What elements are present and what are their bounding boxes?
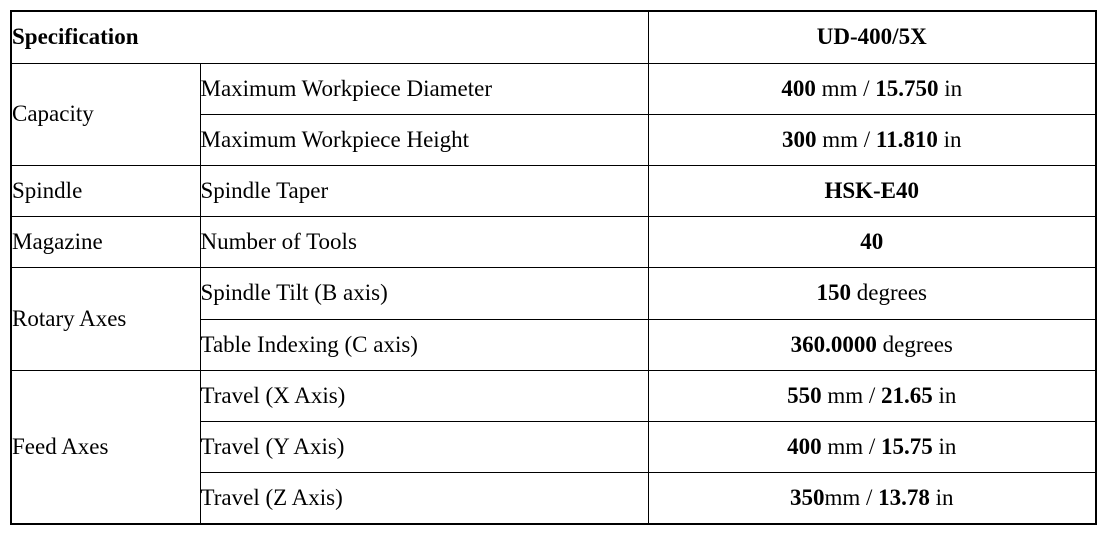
- model-header-cell: UD-400/5X: [648, 11, 1096, 63]
- value-cell-table-indexing-c-axis: 360.0000 degrees: [648, 319, 1096, 370]
- param-cell-table-indexing-c-axis: Table Indexing (C axis): [200, 319, 648, 370]
- group-cell-spindle: Spindle: [11, 166, 200, 217]
- group-cell-capacity: Capacity: [11, 63, 200, 165]
- value-cell-travel-z-axis: 350mm / 13.78 in: [648, 473, 1096, 524]
- param-cell-max-workpiece-diameter: Maximum Workpiece Diameter: [200, 63, 648, 114]
- param-cell-travel-y-axis: Travel (Y Axis): [200, 422, 648, 473]
- param-cell-max-workpiece-height: Maximum Workpiece Height: [200, 114, 648, 165]
- group-cell-magazine: Magazine: [11, 217, 200, 268]
- table-row: [11, 166, 1096, 217]
- table-row: [11, 63, 1096, 114]
- param-cell-number-of-tools: Number of Tools: [200, 217, 648, 268]
- table-header-row: [11, 11, 1096, 63]
- value-cell-spindle-tilt-b-axis: 150 degrees: [648, 268, 1096, 319]
- value-cell-number-of-tools: 40: [648, 217, 1096, 268]
- group-cell-feed-axes: Feed Axes: [11, 370, 200, 524]
- value-cell-travel-y-axis: 400 mm / 15.75 in: [648, 422, 1096, 473]
- value-cell-travel-x-axis: 550 mm / 21.65 in: [648, 370, 1096, 421]
- specification-header-cell: Specification: [11, 11, 648, 63]
- value-cell-max-workpiece-diameter: 400 mm / 15.750 in: [648, 63, 1096, 114]
- spec-table: [10, 10, 1097, 525]
- param-cell-spindle-tilt-b-axis: Spindle Tilt (B axis): [200, 268, 648, 319]
- value-cell-max-workpiece-height: 300 mm / 11.810 in: [648, 114, 1096, 165]
- group-cell-rotary-axes: Rotary Axes: [11, 268, 200, 370]
- table-row: [11, 217, 1096, 268]
- table-row: [11, 370, 1096, 421]
- param-cell-travel-z-axis: Travel (Z Axis): [200, 473, 648, 524]
- param-cell-travel-x-axis: Travel (X Axis): [200, 370, 648, 421]
- param-cell-spindle-taper: Spindle Taper: [200, 166, 648, 217]
- table-row: [11, 268, 1096, 319]
- value-cell-spindle-taper: HSK-E40: [648, 166, 1096, 217]
